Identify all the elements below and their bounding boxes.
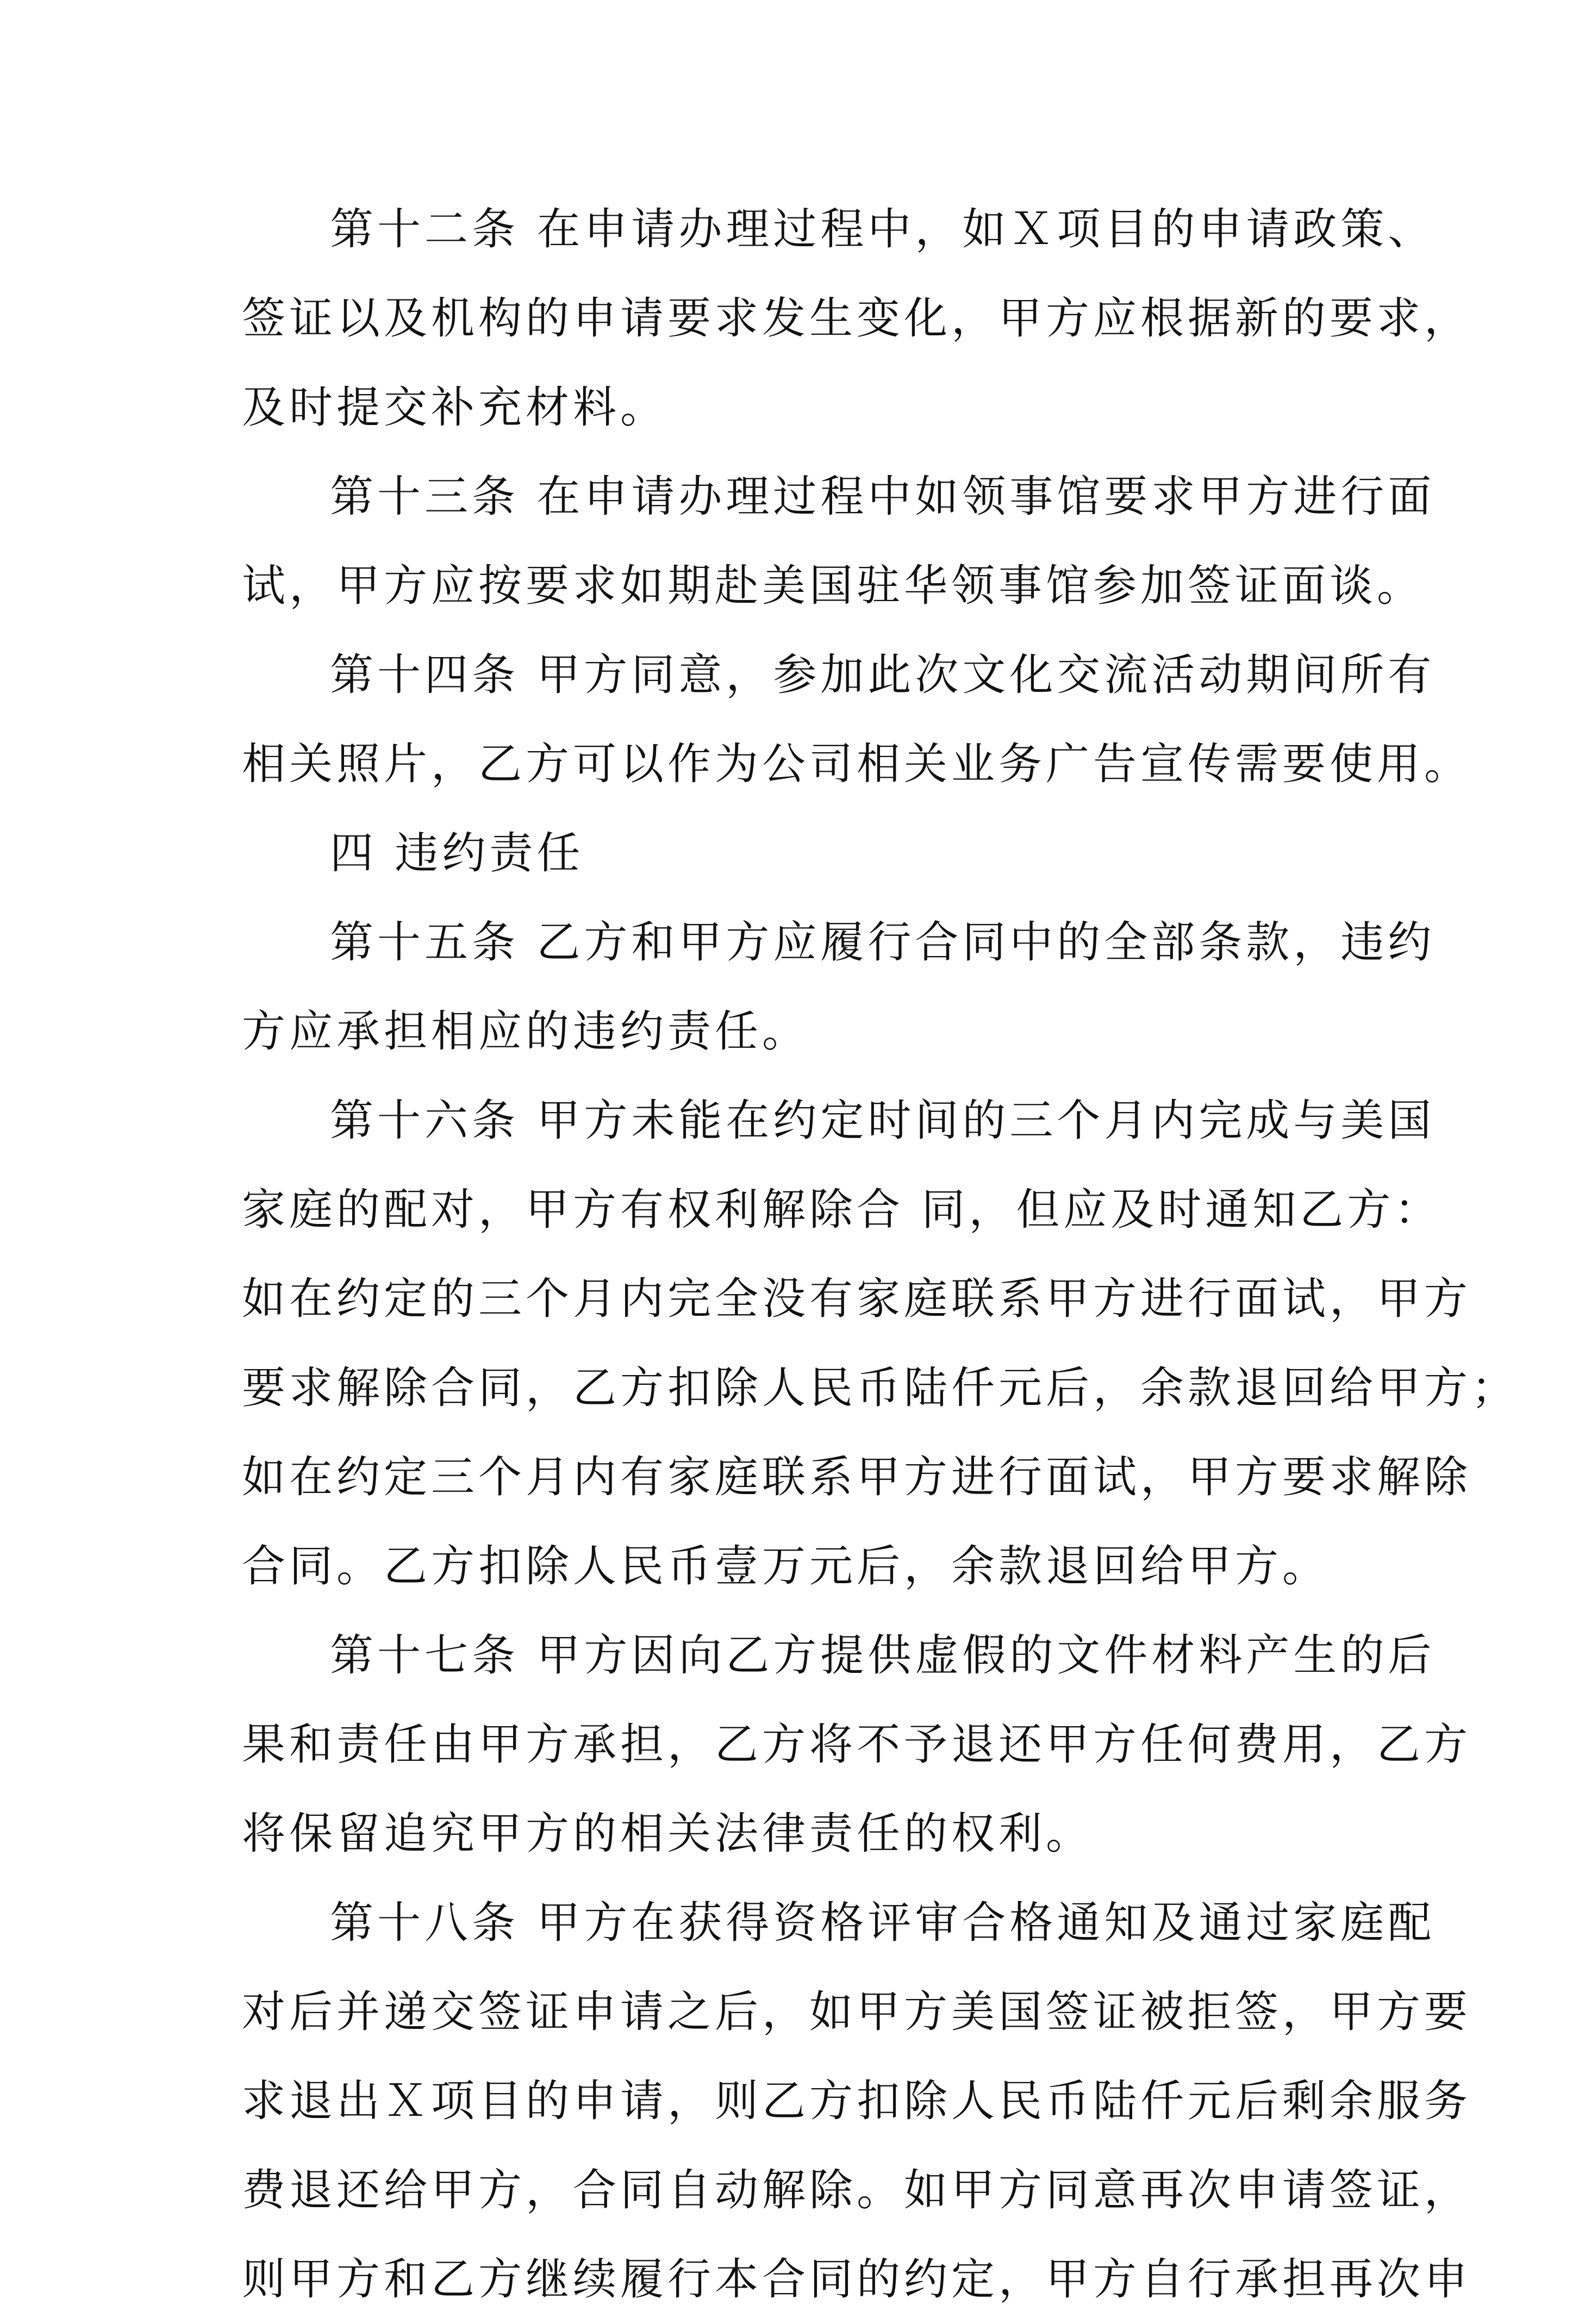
text-line: 家庭的配对，甲方有权利解除合 同，但应及时通知乙方： xyxy=(242,1184,1442,1235)
contract-body xyxy=(242,185,1519,2324)
text-line: 合同。乙方扣除人民币壹万元后，余款退回给甲方。 xyxy=(242,1541,1329,1591)
text-line: 及时提交补充材料。 xyxy=(242,382,667,433)
text-line: 则甲方和乙方继续履行本合同的约定，甲方自行承担再次申 xyxy=(242,2254,1471,2304)
text-line: 相关照片，乙方可以作为公司相关业务广告宣传需要使用。 xyxy=(242,739,1471,789)
text-line: 第十四条 甲方同意，参加此次文化交流活动期间所有 xyxy=(330,649,1435,700)
section-heading: 四 违约责任 xyxy=(330,828,584,878)
text-line: 第十二条 在申请办理过程中，如Ｘ项目的申请政策、 xyxy=(330,204,1435,254)
text-line: 要求解除合同，乙方扣除人民币陆仟元后，余款退回给甲方； xyxy=(242,1363,1519,1413)
text-line: 第十五条 乙方和甲方应履行合同中的全部条款，违约 xyxy=(330,917,1435,967)
text-line: 第十七条 甲方因向乙方提供虚假的文件材料产生的后 xyxy=(330,1630,1435,1680)
text-line: 对后并递交签证申请之后，如甲方美国签证被拒签，甲方要 xyxy=(242,1986,1471,2037)
text-line: 费退还给甲方，合同自动解除。如甲方同意再次申请签证， xyxy=(242,2165,1471,2215)
text-line: 如在约定三个月内有家庭联系甲方进行面试，甲方要求解除 xyxy=(242,1452,1471,1502)
text-line: 将保留追究甲方的相关法律责任的权利。 xyxy=(242,1808,1093,1859)
text-line: 求退出Ｘ项目的申请，则乙方扣除人民币陆仟元后剩余服务 xyxy=(242,2076,1471,2126)
text-line: 方应承担相应的违约责任。 xyxy=(242,1006,809,1057)
text-line: 第十三条 在申请办理过程中如领事馆要求甲方进行面 xyxy=(330,471,1435,522)
text-line: 果和责任由甲方承担，乙方将不予退还甲方任何费用，乙方 xyxy=(242,1719,1471,1770)
text-line: 第十八条 甲方在获得资格评审合格通知及通过家庭配 xyxy=(330,1897,1435,1948)
text-line: 签证以及机构的申请要求发生变化，甲方应根据新的要求， xyxy=(242,293,1471,343)
text-line: 试，甲方应按要求如期赴美国驻华领事馆参加签证面谈。 xyxy=(242,560,1424,611)
text-line: 如在约定的三个月内完全没有家庭联系甲方进行面试，甲方 xyxy=(242,1273,1471,1324)
text-line: 第十六条 甲方未能在约定时间的三个月内完成与美国 xyxy=(330,1095,1435,1146)
